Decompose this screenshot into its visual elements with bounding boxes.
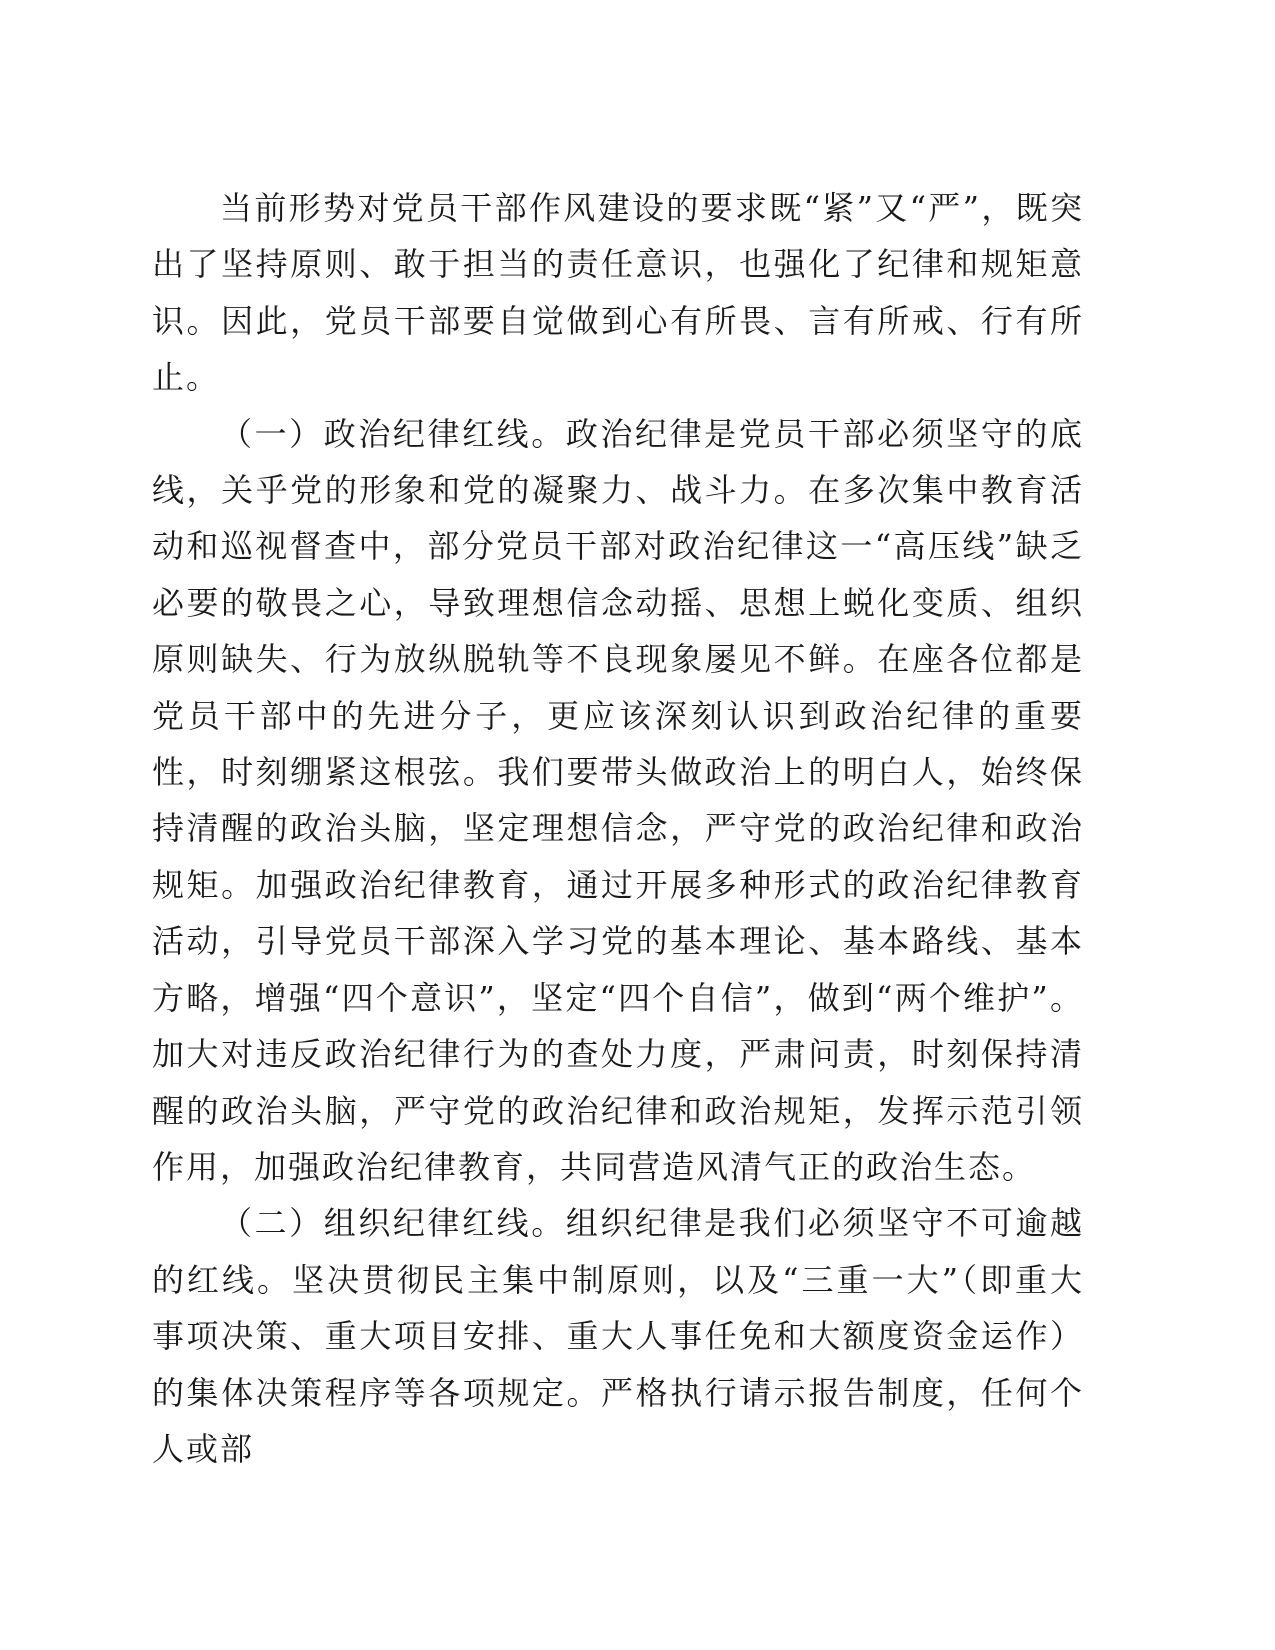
paragraph-political-discipline: [152, 406, 1084, 1196]
paragraph-organizational-discipline-text: 组织纪律是我们必须坚守不可逾越的红线。坚决贯彻民主集中制原则，以及“三重一大”（即重大事项决策、重大项目安排、重大人事任免和大额度资金运作）的集体决策程序等各项规定。严格执行请示报告制度，任何个人或部: [152, 1204, 1084, 1468]
paragraph-intro: [152, 180, 1084, 406]
section-heading-organizational-discipline: （二）组织纪律红线。: [220, 1204, 566, 1243]
paragraph-political-discipline-text: 政治纪律是党员干部必须坚守的底线，关乎党的形象和党的凝聚力、战斗力。在多次集中教育活动和巡视督查中，部分党员干部对政治纪律这一“高压线”缺乏必要的敬畏之心，导致理想信念动摇、思想上蜕化变质、组织原则缺失、行为放纵脱轨等不良现象屡见不鲜。在座各位都是党员干部中的先进分子，更应该深刻认识到政治纪律的重要性，时刻绷紧这根弦。我们要带头做政治上的明白人，始终保持清醒的政治头脑，坚定理想信念，严守党的政治纪律和政治规矩。加强政治纪律教育，通过开展多种形式的政治纪律教育活动，引导党员干部深入学习党的基本理论、基本路线、基本方略，增强“四个意识”，坚定“四个自信”，做到“两个维护”。加大对违反政治纪律行为的查处力度，严肃问责，时刻保持清醒的政治头脑，严守党的政治纪律和政治规矩，发挥示范引领作用，加强政治纪律教育，共同营造风清气正的政治生态。: [152, 414, 1084, 1186]
paragraph-organizational-discipline: [152, 1195, 1084, 1477]
document-body: [152, 180, 1084, 1477]
paragraph-intro-text: 当前形势对党员干部作风建设的要求既“紧”又“严”，既突出了坚持原则、敢于担当的责任意识，也强化了纪律和规矩意识。因此，党员干部要自觉做到心有所畏、言有所戒、行有所止。: [152, 189, 1084, 397]
section-heading-political-discipline: （一）政治纪律红线。: [220, 414, 566, 453]
